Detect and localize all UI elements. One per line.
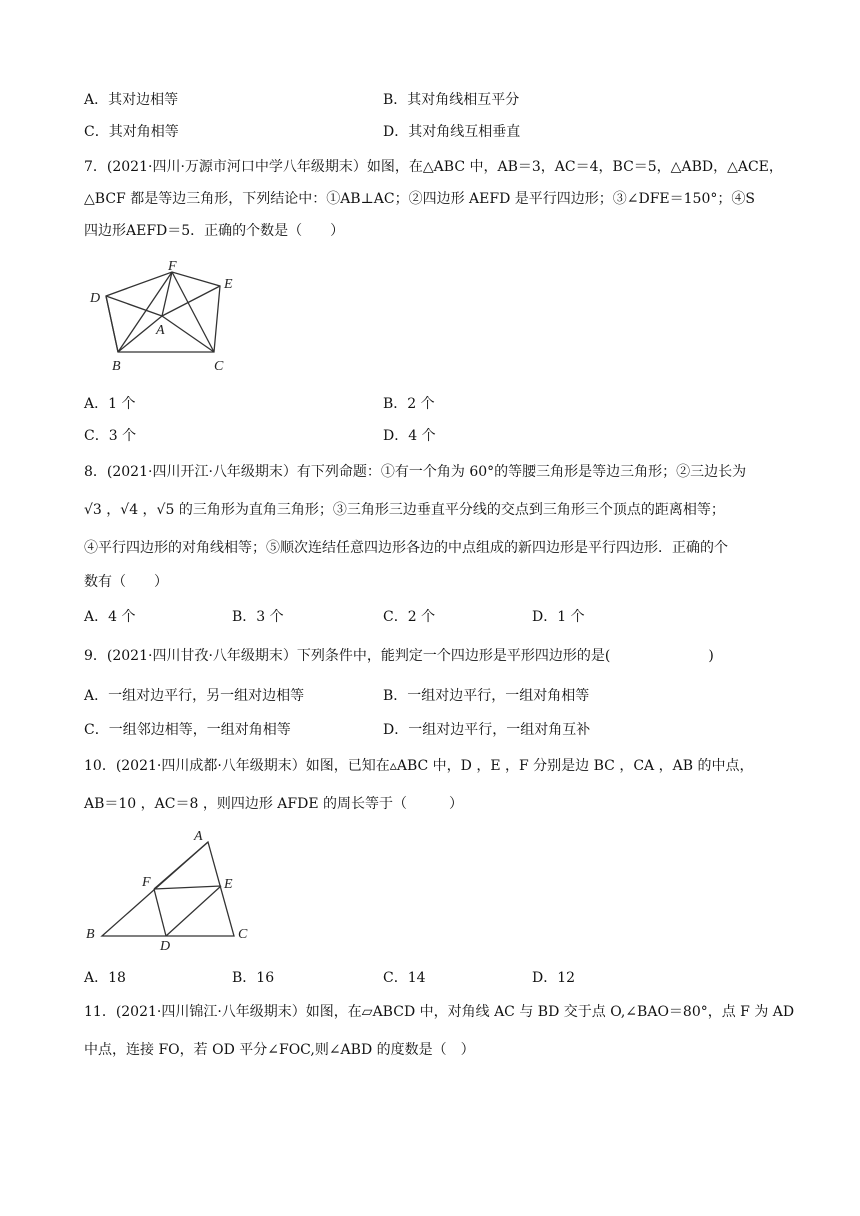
q10-label-e: E xyxy=(224,877,233,892)
q7-stem-line2: △BCF 都是等边三角形，下列结论中：①AB⊥AC；②四边形 AEFD 是平行四边形；③∠DFE＝150°；④S xyxy=(84,191,755,207)
q10-option-d: D．12 xyxy=(532,970,576,986)
q7-option-c: C．3 个 xyxy=(84,428,137,444)
q10-label-c: C xyxy=(238,927,248,942)
q7-option-b: B．2 个 xyxy=(383,396,435,412)
q6-option-b: B．其对角线相互平分 xyxy=(383,92,520,108)
q10-stem-line2: AB＝10 ，AC＝8 ，则四边形 AFDE 的周长等于（ ） xyxy=(84,796,464,812)
q9-stem-line1: 9．(2021·四川甘孜·八年级期末）下列条件中，能判定一个四边形是平形四边形的是( ) xyxy=(84,648,714,664)
q10-option-b: B．16 xyxy=(232,970,275,986)
q9-option-c: C．一组邻边相等，一组对角相等 xyxy=(84,722,291,738)
q7-option-a: A．1 个 xyxy=(84,396,136,412)
q10-option-a: A．18 xyxy=(84,970,126,986)
q10-label-f: F xyxy=(142,875,151,890)
q11-stem-line2: 中点，连接 FO，若 OD 平分∠FOC,则∠ABD 的度数是（ ） xyxy=(84,1042,475,1058)
q6-option-d: D．其对角线互相垂直 xyxy=(383,124,521,140)
q7-figure xyxy=(84,256,254,376)
q8-option-c: C．2 个 xyxy=(383,609,436,625)
q11-stem-line1: 11．(2021·四川锦江·八年级期末）如图，在▱ABCD 中，对角线 AC 与 BD 交于点 O,∠BAO＝80°，点 F 为 AD xyxy=(84,1004,795,1020)
q9-option-a: A．一组对边平行，另一组对边相等 xyxy=(84,688,305,704)
q10-option-c: C．14 xyxy=(383,970,426,986)
q8-stem-line4: 数有（ ） xyxy=(84,574,168,590)
q7-label-c: C xyxy=(214,359,224,374)
q7-stem-line1: 7．(2021·四川·万源市河口中学八年级期末）如图，在△ABC 中，AB＝3，AC＝4，BC＝5，△ABD，△ACE， xyxy=(84,159,783,175)
q7-label-e: E xyxy=(224,277,233,292)
q6-option-a: A．其对边相等 xyxy=(84,92,179,108)
q7-option-d: D．4 个 xyxy=(383,428,436,444)
q10-figure xyxy=(84,826,254,954)
q7-stem-line3: 四边形AEFD＝5．正确的个数是（ ） xyxy=(84,223,345,239)
q8-stem-line3: ④平行四边形的对角线相等；⑤顺次连结任意四边形各边的中点组成的新四边形是平行四边形．正确的个 xyxy=(84,540,728,556)
q7-label-a: A xyxy=(156,323,165,338)
q10-stem-line1: 10．(2021·四川成都·八年级期末）如图，已知在▵ABC 中，D ，E ，F 分别是边 BC ，CA ，AB 的中点， xyxy=(84,758,754,774)
q7-label-b: B xyxy=(112,359,121,374)
q8-option-b: B．3 个 xyxy=(232,609,284,625)
q8-option-d: D．1 个 xyxy=(532,609,585,625)
q9-option-d: D．一组对边平行，一组对角互补 xyxy=(383,722,591,738)
q7-label-d: D xyxy=(90,291,101,306)
q6-option-c: C．其对角相等 xyxy=(84,124,179,140)
q8-stem-line1: 8．(2021·四川开江·八年级期末）有下列命题：①有一个角为 60°的等腰三角形是等边三角形；②三边长为 xyxy=(84,464,747,480)
q10-label-b: B xyxy=(86,927,95,942)
q8-option-a: A．4 个 xyxy=(84,609,136,625)
q10-label-a: A xyxy=(194,829,203,844)
q10-label-d: D xyxy=(160,939,171,954)
q9-option-b: B．一组对边平行，一组对角相等 xyxy=(383,688,590,704)
q7-label-f: F xyxy=(168,259,177,274)
q8-stem-line2: √3 ，√4 ，√5 的三角形为直角三角形；③三角形三边垂直平分线的交点到三角形三个顶点的距离相等； xyxy=(84,502,725,518)
